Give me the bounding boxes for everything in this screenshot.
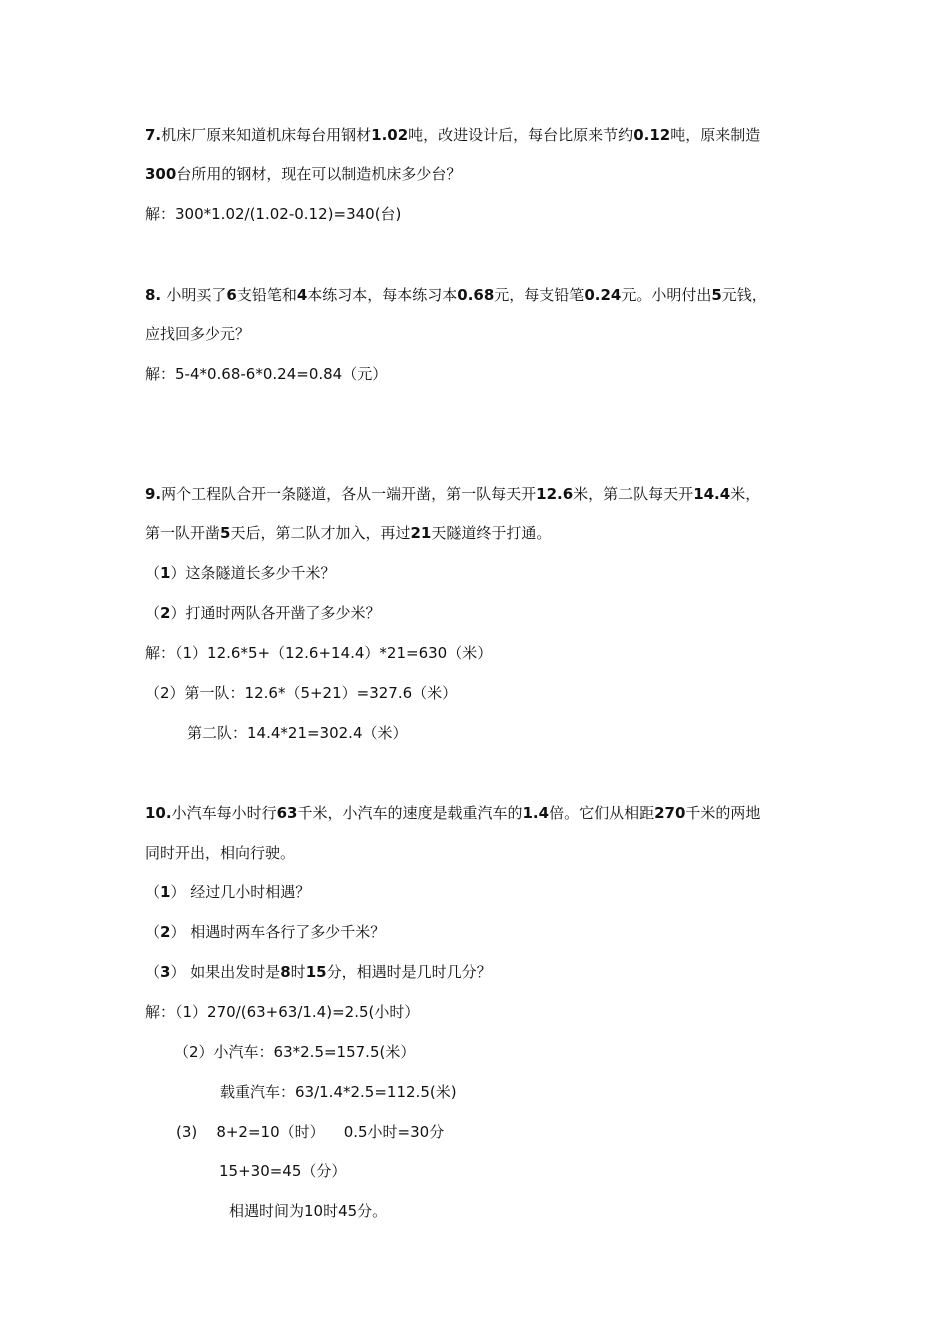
p7-line2: 300台所用的钢材，现在可以制造机床多少台？ [145, 165, 462, 183]
p10-question1: （1） 经过几小时相遇？ [145, 883, 311, 901]
p10-solution4: (3) 8+2=10（时） 0.5小时=30分 [176, 1123, 445, 1141]
p7-line1: 7.机床厂原来知道机床每台用钢材1.02吨，改进设计后，每台比原来节约0.12吨，原来制造 [145, 126, 761, 144]
p10-question2: （2） 相遇时两车各行了多少千米？ [145, 923, 386, 941]
p9-line1: 9.两个工程队合开一条隧道，各从一端开凿，第一队每天开12.6米，第二队每天开14.4米， [145, 485, 761, 503]
p9-solution3: 第二队：14.4*21=302.4（米） [187, 724, 408, 742]
p10-question3: （3） 如果出发时是8时15分，相遇时是几时几分？ [145, 963, 492, 981]
p8-solution: 解：5-4*0.68-6*0.24=0.84（元） [145, 365, 388, 383]
p7-solution: 解：300*1.02/(1.02-0.12)=340(台) [145, 205, 402, 223]
p9-question2: （2）打通时两队各开凿了多少米？ [145, 604, 381, 622]
p10-line1: 10.小汽车每小时行63千米，小汽车的速度是载重汽车的1.4倍。它们从相距270千米的两地 [145, 804, 761, 822]
p8-line1: 8. 小明买了6支铅笔和4本练习本，每本练习本0.68元，每支铅笔0.24元。小明付出5元钱， [145, 286, 767, 304]
p8-line2: 应找回多少元？ [145, 325, 251, 343]
p10-solution2: （2）小汽车：63*2.5=157.5(米） [174, 1043, 416, 1061]
p10-solution6: 相遇时间为10时45分。 [229, 1202, 388, 1220]
p10-solution1: 解：（1）270/(63+63/1.4)=2.5(小时） [145, 1003, 420, 1021]
p10-line2: 同时开出，相向行驶。 [145, 844, 296, 862]
p10-solution5: 15+30=45（分） [219, 1162, 347, 1180]
p9-line2: 第一队开凿5天后，第二队才加入，再过21天隧道终于打通。 [145, 524, 552, 542]
p9-solution1: 解：（1）12.6*5+（12.6+14.4）*21=630（米） [145, 644, 493, 662]
p10-solution3: 载重汽车：63/1.4*2.5=112.5(米) [220, 1083, 457, 1101]
p9-question1: （1）这条隧道长多少千米？ [145, 564, 336, 582]
p9-solution2: （2）第一队：12.6*（5+21）=327.6（米） [145, 684, 458, 702]
